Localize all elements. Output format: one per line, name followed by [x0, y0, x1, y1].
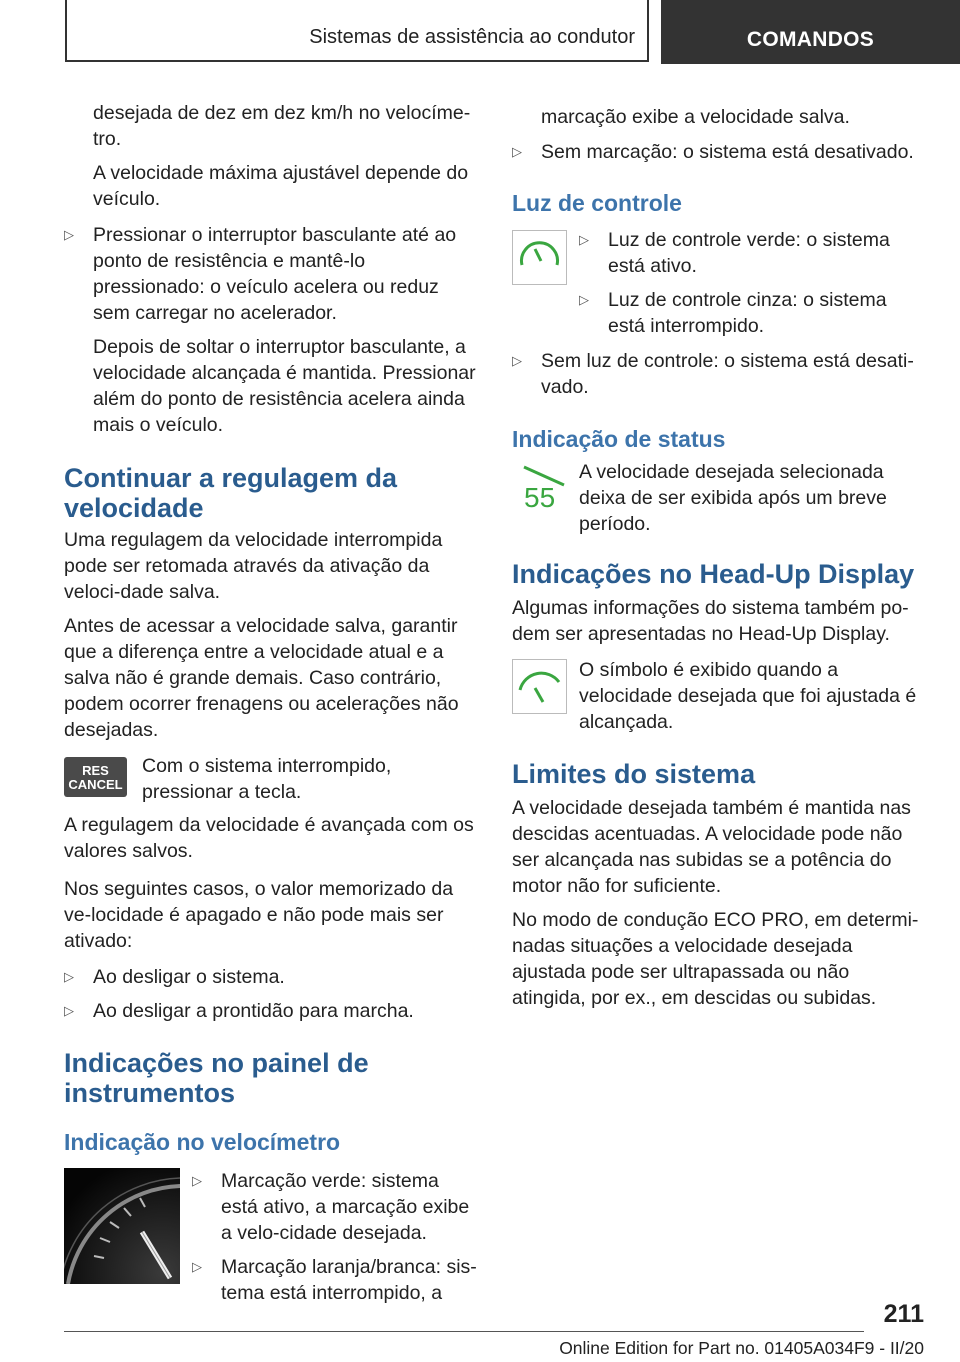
header-section-box [661, 0, 960, 64]
section-heading: Continuar a regulagem da velocidade [64, 463, 398, 523]
paragraph: Nos seguintes casos, o valor memorizado da ve-locidade é apagado e não pode mais ser ativado: [64, 878, 454, 952]
bullet-triangle-icon: ▷ [512, 353, 522, 368]
paragraph: A velocidade máxima ajustável depende do veículo. [93, 162, 469, 210]
hud-symbol-icon [512, 659, 567, 714]
header-title: Sistemas de assistência ao condutor [309, 26, 635, 48]
speedometer-image [64, 1168, 180, 1284]
left-column [64, 100, 480, 1306]
cancel-key-label: CANCEL [68, 777, 123, 792]
paragraph: Algumas informações do sistema também po-dem ser apresentadas no Head-Up Display. [512, 597, 909, 645]
paragraph: Depois de soltar o interruptor basculante, a velocidade alcançada é mantida. Pressionar além do ponto de resistência acelera ainda mais o veículo. [93, 336, 476, 436]
paragraph: Uma regulagem da velocidade interrompida pode ser retomada através da ativação da veloci-dade salva. [64, 529, 443, 603]
paragraph: A regulagem da velocidade é avançada com os valores salvos. [64, 814, 474, 862]
bullet-triangle-icon: ▷ [64, 1003, 74, 1018]
bullet-triangle-icon: ▷ [512, 144, 522, 159]
list-item-text: Ao desligar o sistema. [93, 966, 285, 988]
paragraph: marcação exibe a velocidade salva. [541, 106, 850, 128]
right-column [512, 104, 928, 1011]
footer-divider [64, 1331, 864, 1332]
list-item [64, 964, 480, 990]
paragraph: desejada de dez em dez km/h no velocíme-tro. [93, 102, 471, 150]
subsection-heading: Indicação no velocímetro [64, 1129, 341, 1155]
control-light-box [512, 227, 579, 339]
paragraph: O símbolo é exibido quando a velocidade desejada que foi ajustada é alcançada. [579, 659, 917, 733]
bullet-triangle-icon: ▷ [192, 1173, 202, 1188]
list-item [512, 348, 928, 400]
status-speed-value: 55 [524, 482, 556, 513]
res-cancel-row [64, 753, 480, 805]
list-item [192, 1254, 480, 1306]
res-key-label: RES [82, 763, 109, 778]
list-item-text: Marcação verde: sistema está ativo, a marcação exibe a velo-cidade desejada. [221, 1170, 470, 1244]
header-title-box [65, 0, 649, 62]
list-item [579, 227, 928, 279]
status-row [512, 459, 928, 537]
control-light-icon [512, 230, 567, 285]
bullet-triangle-icon: ▷ [192, 1259, 202, 1274]
list-item-text: Luz de controle verde: o sistema está ativo. [608, 229, 890, 277]
list-item [579, 287, 928, 339]
list-item-text: Sem marcação: o sistema está desativado. [541, 141, 914, 163]
bullet-triangle-icon: ▷ [64, 969, 74, 984]
list-item [192, 1168, 480, 1246]
paragraph: No modo de condução ECO PRO, em determi-nadas situações a velocidade desejada ajustada pode ser ultrapassada ou não atingida, por ex., em descidas ou subidas. [512, 909, 919, 1009]
speedometer-row [64, 1168, 480, 1306]
res-cancel-key-icon [64, 753, 142, 805]
paragraph: Com o sistema interrompido, pressionar a tecla. [142, 755, 392, 803]
hud-symbol-box [512, 657, 579, 735]
list-item [64, 222, 480, 326]
footer-edition: Online Edition for Part no. 01405A034F9 - II/20 [559, 1338, 924, 1358]
subsection-heading: Luz de controle [512, 190, 682, 216]
header-section: COMANDOS [746, 28, 875, 51]
list-item-text: Pressionar o interruptor basculante até ao ponto de resistência e mantê-lo pressionado: o veículo acelera ou reduz sem carregar no acelerador. [93, 224, 457, 324]
list-item-text: Luz de controle cinza: o sistema está interrompido. [608, 289, 887, 337]
page-number: 211 [883, 1300, 924, 1328]
bullet-triangle-icon: ▷ [579, 232, 589, 247]
bullet-triangle-icon: ▷ [64, 227, 74, 242]
list-item [512, 139, 928, 165]
subsection-heading: Indicação de status [512, 426, 726, 452]
paragraph: A velocidade desejada selecionada deixa de ser exibida após um breve período. [579, 461, 887, 535]
list-item-text: Sem luz de controle: o sistema está desati-vado. [541, 350, 914, 398]
section-heading: Indicações no painel de instrumentos [64, 1048, 369, 1108]
list-item-text: Ao desligar a prontidão para marcha. [93, 1000, 414, 1022]
section-heading: Limites do sistema [512, 759, 756, 789]
status-speed-icon [512, 459, 579, 515]
list-item [64, 998, 480, 1024]
list-item-text: Marcação laranja/branca: sis-tema está interrompido, a [221, 1256, 477, 1304]
section-heading: Indicações no Head-Up Display [512, 559, 915, 589]
paragraph: Antes de acessar a velocidade salva, garantir que a diferença entre a velocidade atual e a salva não é grande demais. Caso contrário, podem ocorrer frenagens ou acelerações não desejadas. [64, 615, 459, 741]
hud-symbol-row [512, 657, 928, 735]
control-light-row [512, 227, 928, 339]
paragraph: A velocidade desejada também é mantida nas descidas acentuadas. A velocidade pode não ser alcançada nas subidas se a potência do motor não for suficiente. [512, 797, 911, 897]
bullet-triangle-icon: ▷ [579, 292, 589, 307]
